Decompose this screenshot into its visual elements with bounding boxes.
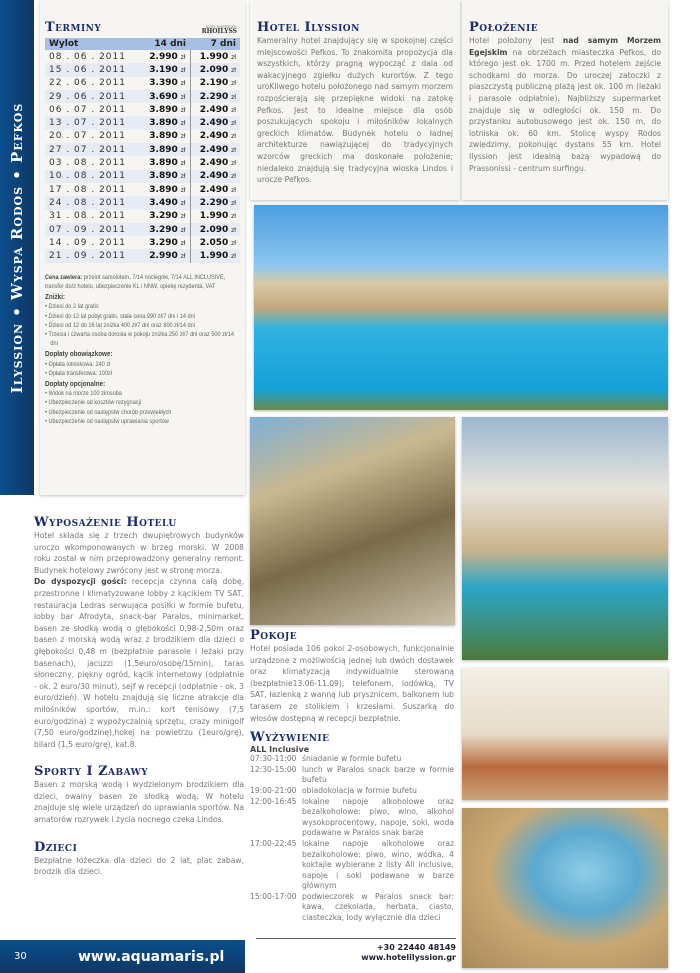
condition-text: Opłata lotniskowa: 240 zł xyxy=(48,360,111,368)
currency: zł xyxy=(180,66,186,74)
departure-date: 29 . 06 . 2011 xyxy=(45,90,140,103)
price-14 xyxy=(140,116,190,129)
hotel-building-photo xyxy=(462,417,668,660)
currency: zł xyxy=(180,80,186,88)
location-title: Położenie xyxy=(469,20,539,35)
sidebar-band xyxy=(0,0,34,495)
table-row xyxy=(45,143,240,156)
table-row xyxy=(45,183,240,196)
meal-time: 07:30-11:00 xyxy=(250,754,297,764)
table-row xyxy=(45,90,240,103)
prices-table xyxy=(45,38,240,263)
price-14 xyxy=(140,249,190,262)
currency: zł xyxy=(231,213,236,221)
rooms-section xyxy=(250,628,454,924)
table-row xyxy=(45,223,240,236)
table-row xyxy=(45,156,240,169)
price-value: 3.290 xyxy=(149,237,178,248)
currency: zł xyxy=(180,226,186,234)
departure-date: 07 . 09 . 2011 xyxy=(45,223,140,236)
price-14 xyxy=(140,130,190,143)
footer-site-link[interactable]: www.aquamaris.pl xyxy=(78,948,225,965)
meal-time: 12:30-15:00 xyxy=(250,764,297,774)
terminy-panel xyxy=(40,0,245,495)
meal-item xyxy=(250,786,454,797)
trip-code-label: KOD IMPREZY: xyxy=(205,24,237,29)
equipment-text-b: recepcja czynna całą dobę, przestronne i klimatyzowane lobby z kącikiem TV SAT, restauracja Ledras serwująca posiłki w formie bufetu, lobby bar Afrodyta, snack-bar Paralos, minimarket, basen ze słodką wodą o głębokości 0,98-2,50m oraz basen z morską wodą wraz z brodzikiem dla dzieci o głębokości 0,48 m (bezpłatnie parasole i leżaki przy basenach), jacuzzi (1,5euro/osobę/15min), taras słoneczny, piękny ogród, kącik internetowy (odpłatnie - ok. 2 euro/30 minut), sejf w recepcji (odpłatnie - ok. 3 euro/dzień). W hotelu znajdują się liczne atrakcje dla miłośników sportów, m.in.: kort tenisowy (7,5 euro/godzina) z wypożyczalnią sprzętu, crazy minigolf (7,50 euro/godzinę),hokej na powietrzu (1euro/grę), bilard (1,5 euro/grę), kat.8. xyxy=(34,577,244,749)
departure-date: 27 . 07 . 2011 xyxy=(45,143,140,156)
currency: zł xyxy=(180,133,186,141)
trip-code xyxy=(202,24,237,34)
condition-item: • Ubezpieczenie od kosztów rezygnacji xyxy=(45,399,142,407)
price-value: 2.490 xyxy=(199,144,229,155)
currency: zł xyxy=(180,199,186,207)
currency: zł xyxy=(180,213,186,221)
condition-text: Dzieci od 12 do 16 lat zniżka 400 zł/7 dni oraz 800 zł/14 dni xyxy=(48,321,195,329)
departure-date: 31 . 08 . 2011 xyxy=(49,211,126,222)
price-value: 2.290 xyxy=(199,91,229,102)
meal-item xyxy=(250,765,454,786)
currency: zł xyxy=(231,199,236,207)
price-value: 1.990 xyxy=(199,251,229,262)
price-value: 3.890 xyxy=(149,144,178,155)
condition-text: Trzecia i czwarta osoba dorosła w pokoju zniżka 250 zł/7 dni oraz 500 zł/14 dni xyxy=(48,330,234,348)
meal-time: 17:00-22:45 xyxy=(250,838,297,848)
meal-item xyxy=(250,839,454,892)
departure-date: 06 . 07 . 2011 xyxy=(49,104,126,115)
price-14 xyxy=(140,63,190,76)
condition-item: • Widok na morze 100 zł/osoba xyxy=(45,390,122,398)
price-value: 2.490 xyxy=(199,118,229,129)
price-7 xyxy=(190,183,240,196)
sports-text: Basen z morską wodą i wydzielonym brodzikiem dla dzieci, owalny basen ze słodką wodą. W hotelu znajduje się wiele urządzeń do uprawiania sportów. Na amatorów rozrywek i życia nocnego czeka Lindos. xyxy=(34,780,244,825)
price-14 xyxy=(140,196,190,209)
meal-item xyxy=(250,754,454,765)
price-value: 3.290 xyxy=(149,224,178,235)
price-value: 3.890 xyxy=(149,184,178,195)
room-photo xyxy=(462,668,668,800)
price-value: 1.990 xyxy=(199,51,229,62)
sidebar-title: Ilyssion • Wyspa Rodos • Pefkos xyxy=(8,102,26,393)
price-7 xyxy=(190,143,240,156)
price-14 xyxy=(140,50,190,63)
mandatory-title: Dopłaty obowiązkowe: xyxy=(45,351,113,359)
currency: zł xyxy=(180,93,186,101)
kids-title: Dzieci xyxy=(34,839,78,855)
price-7 xyxy=(190,196,240,209)
table-row xyxy=(45,196,240,209)
departure-date: 21 . 09 . 2011 xyxy=(45,249,140,262)
departure-date: 08 . 06 . 2011 xyxy=(49,51,126,62)
currency: zł xyxy=(180,239,186,247)
departure-date: 14 . 09 . 2011 xyxy=(49,237,126,248)
food-subtitle: ALL Inclusive xyxy=(250,745,310,755)
hotel-contact xyxy=(256,938,456,963)
price-value: 3.290 xyxy=(149,211,178,222)
rooms-text: Hotel posiada 106 pokoi 2-osobowych, funkcjonalnie urządzone z możliwością jednej lub dwóch dostawek oraz klimatyzacją indywidualnie sterowaną (bezpłatnie13.06-11.09), telefonem, lodówką, TV SAT, łazienką z wanną lub prysznicem, balkonem lub tarasem ze stolikiem i krzesłami. Suszarką do włosów dostępną w recepcji bezpłatnie. xyxy=(250,644,454,723)
price-14 xyxy=(140,223,190,236)
price-value: 2.090 xyxy=(199,224,229,235)
condition-text: Dzieci do 12 lat pobyt gratis, stała cena 990 zł/7 dni i 14 dni xyxy=(48,312,195,320)
condition-item: • Dzieci od 12 do 16 lat zniżka 400 zł/7 dni oraz 800 zł/14 dni xyxy=(45,321,195,329)
meal-desc: lunch w Paralos snack barze w formie bufetu xyxy=(302,764,454,785)
meal-desc: śniadanie w formie bufetu xyxy=(302,754,402,764)
condition-text: Ubezpieczenie od następstw chorób przewlekłych xyxy=(48,408,172,416)
currency: zł xyxy=(180,160,186,168)
price-label: Cena zawiera: xyxy=(45,273,83,281)
price-14 xyxy=(140,143,190,156)
price-value: 2.490 xyxy=(199,158,229,169)
meal-time: 19:00-21:00 xyxy=(250,785,297,795)
price-value: 2.990 xyxy=(149,251,178,262)
currency: zł xyxy=(231,53,236,61)
table-row xyxy=(45,116,240,129)
price-7 xyxy=(190,63,240,76)
page-number: 30 xyxy=(14,951,27,962)
terrace-photo xyxy=(250,417,455,625)
conditions xyxy=(45,273,240,426)
currency: zł xyxy=(180,106,186,114)
location-panel xyxy=(462,0,668,200)
currency: zł xyxy=(231,133,236,141)
price-value: 3.890 xyxy=(149,118,178,129)
hotel-phone: +30 22440 48149 xyxy=(376,943,456,952)
condition-text: Opłata transferowa: 100zł xyxy=(48,369,112,377)
meal-time: 15:00-17:00 xyxy=(250,891,297,901)
departure-date: 03 . 08 . 2011 xyxy=(49,158,126,169)
optional-title: Dopłaty opcjonalne: xyxy=(45,380,106,388)
meal-time: 12:00-16:45 xyxy=(250,796,297,806)
price-value: 3.690 xyxy=(149,91,178,102)
col-header: Wylot xyxy=(45,38,140,50)
table-row xyxy=(45,130,240,143)
price-7 xyxy=(190,90,240,103)
condition-item: • Opłata lotniskowa: 240 zł xyxy=(45,360,111,368)
price-value: 2.490 xyxy=(199,171,229,182)
condition-item: • Dzieci do 12 lat pobyt gratis, stała cena 990 zł/7 dni i 14 dni xyxy=(45,312,195,320)
price-14 xyxy=(140,103,190,116)
currency: zł xyxy=(231,186,236,194)
sports-title: Sporty I Zabawy xyxy=(34,764,149,780)
condition-item: • Ubezpieczenie od następstw uprawiania sportów xyxy=(45,417,169,425)
currency: zł xyxy=(231,160,236,168)
currency: zł xyxy=(231,120,236,128)
footer-bar xyxy=(0,940,245,973)
price-value: 3.890 xyxy=(149,104,178,115)
hotel-site-link[interactable]: www.hotelilyssion.gr xyxy=(361,953,456,962)
price-value: 3.890 xyxy=(149,158,178,169)
price-value: 3.490 xyxy=(149,197,178,208)
condition-text: Dzieci do 2 lat gratis xyxy=(48,303,99,311)
condition-item: • Trzecia i czwarta osoba dorosła w pokoju zniżka 250 zł/7 dni oraz 500 zł/14 dni xyxy=(45,330,234,348)
col-header: 14 dni xyxy=(140,38,190,50)
price-7 xyxy=(190,223,240,236)
hotel-panel xyxy=(250,0,460,200)
currency: zł xyxy=(231,80,236,88)
meal-desc: lokalne napoje alkoholowe oraz bezalkoholowe: piwo, wino, alkohol wysokoprocentowy, napoje, soki, woda podawane w Paralos snak barze xyxy=(302,796,454,838)
departure-date: 13 . 07 . 2011 xyxy=(45,116,140,129)
table-row xyxy=(45,210,240,223)
equipment-bold: Do dyspozycji gości: xyxy=(34,577,127,587)
table-row xyxy=(45,103,240,116)
price-7 xyxy=(190,249,240,262)
currency: zł xyxy=(231,173,236,181)
col-header: 7 dni xyxy=(190,38,240,50)
meal-item xyxy=(250,892,454,924)
meal-item xyxy=(250,797,454,839)
currency: zł xyxy=(180,146,186,154)
equipment-text: Hotel składa się z trzech dwupiętrowych budynków uroczo wkomponowanych w brzeg morski. W 2008 roku został w nim przeprowadzony generalny remont. Budynek hotelowy zwrócony jest w stronę morza. xyxy=(34,531,244,575)
price-7 xyxy=(190,156,240,169)
table-row xyxy=(45,249,240,262)
price-7 xyxy=(190,77,240,90)
hotel-title: Hotel Ilyssion xyxy=(257,20,360,35)
price-value: 3.890 xyxy=(149,171,178,182)
condition-item: • Opłata transferowa: 100zł xyxy=(45,369,112,377)
table-row xyxy=(45,170,240,183)
price-7 xyxy=(190,50,240,63)
price-value: 3.190 xyxy=(149,64,178,75)
price-value: 2.490 xyxy=(199,184,229,195)
currency: zł xyxy=(231,226,236,234)
terminy-title: Terminy xyxy=(45,20,102,35)
condition-text: Widok na morze 100 zł/osoba xyxy=(48,390,122,398)
price-14 xyxy=(140,210,190,223)
price-7 xyxy=(190,116,240,129)
price-7 xyxy=(190,210,240,223)
price-14 xyxy=(140,170,190,183)
currency: zł xyxy=(180,173,186,181)
currency: zł xyxy=(231,239,236,247)
hotel-text: Kameralny hotel znajdujący się w spokojnej części miejscowości Pefkos. To znakomita propozycja dla wszystkich, którzy pragną wypocząć z dala od wakacyjnego zgiełku dużych kurortów. Z tego uroKliwego hotelu położonego nad samym morzem rozpościerają się przepiękne widoki na zatokę Pefkos. Jest to idealne miejsce dla osób poszukujących spokoju i miłośników lokalnych greckich klimatów. Budynek hotelu o ładnej architekturze nawiązującej do tradycyjnych wzorców greckich ma doskonałe położenie; niedaleko znajdują się tradycyjna wioska Lindos i urocze Pefkos. xyxy=(257,36,453,185)
condition-text: Ubezpieczenie od kosztów rezygnacji xyxy=(48,399,142,407)
currency: zł xyxy=(180,53,186,61)
arches-photo xyxy=(462,808,668,968)
price-value: 2.050 xyxy=(199,237,229,248)
location-text xyxy=(469,35,661,174)
table-row xyxy=(45,77,240,90)
departure-date: 22 . 06 . 2011 xyxy=(49,78,126,89)
price-14 xyxy=(140,236,190,249)
meal-desc: podwieczorek w Paralos snack bar: kawa, czekolada, herbata, ciasto, ciasteczka, lody wyłącznie dla dzieci xyxy=(302,891,454,923)
price-7 xyxy=(190,170,240,183)
price-text: przelot samolotem, 7/14 noclegów, 7/14 ALL INCLUSIVE, transfer do/z hotelu, ubezpieczenie KL i NNW, opiekę rezydenta, VAT xyxy=(45,273,226,290)
price-7 xyxy=(190,103,240,116)
price-value: 2.290 xyxy=(199,197,229,208)
departure-date: 10 . 08 . 2011 xyxy=(45,170,140,183)
table-row xyxy=(45,63,240,76)
equipment-title: Wyposażenie Hotelu xyxy=(34,515,177,530)
location-text-a: Hotel położony jest xyxy=(469,36,563,45)
price-14 xyxy=(140,183,190,196)
price-14 xyxy=(140,90,190,103)
kids-text: Bezpłatne łóżeczka dla dzieci do 2 lat, plac zabaw, brodzik dla dzieci. xyxy=(34,855,244,877)
price-7 xyxy=(190,236,240,249)
currency: zł xyxy=(231,66,236,74)
departure-date: 17 . 08 . 2011 xyxy=(49,184,126,195)
currency: zł xyxy=(231,106,236,114)
price-value: 2.990 xyxy=(149,51,178,62)
table-row xyxy=(45,50,240,63)
departure-date: 24 . 08 . 2011 xyxy=(45,196,140,209)
rooms-title: Pokoje xyxy=(250,628,298,643)
price-value: 3.390 xyxy=(149,78,178,89)
location-bold: nad samym Morzem Egejskim xyxy=(469,36,661,57)
price-value: 2.490 xyxy=(199,104,229,115)
price-7 xyxy=(190,130,240,143)
table-row xyxy=(45,236,240,249)
price-14 xyxy=(140,77,190,90)
departure-date: 20 . 07 . 2011 xyxy=(49,131,126,142)
equipment-text-2 xyxy=(34,576,244,750)
food-title: Wyżywienie xyxy=(250,730,330,746)
price-value: 3.890 xyxy=(149,131,178,142)
price-value: 2.090 xyxy=(199,64,229,75)
meal-desc: lokalne napoje alkoholowe oraz bezalkoholowe: piwo, wino, wódka, 4 koktajle wybierane z listy All inclusive, napoje i soki podawane w barze głównym xyxy=(302,838,454,891)
price-value: 2.190 xyxy=(199,78,229,89)
condition-text: Ubezpieczenie od następstw uprawiania sportów xyxy=(48,417,169,425)
condition-item: • Ubezpieczenie od następstw chorób przewlekłych xyxy=(45,408,172,416)
currency: zł xyxy=(231,253,236,261)
discounts-title: Zniżki: xyxy=(45,294,65,302)
price-14 xyxy=(140,156,190,169)
departure-date: 15 . 06 . 2011 xyxy=(45,63,140,76)
pool-photo xyxy=(254,205,668,410)
currency: zł xyxy=(231,146,236,154)
price-value: 2.490 xyxy=(199,131,229,142)
currency: zł xyxy=(180,120,186,128)
meal-desc: obiadokolacja w formie bufetu xyxy=(302,785,417,795)
price-value: 1.990 xyxy=(199,211,229,222)
equipment-section xyxy=(34,515,244,878)
location-text-b: na obrzeżach miasteczka Pefkos, do którego jest ok. 1700 m. Przed hotelem zejście schodkami do morza. Do uroczej zatoczki z piaszczystą publiczną plażą jest ok. 100 m (leżaki i parasole odpłatnie). Najbliższy supermarket znajduje się w odległości ok. 150 m. Do przystanku autobusowego jest ok. 150 m, do lotniska ok. 60 km. Stolicę wyspy Rodos zwiedzimy, pokonując dystans 55 km. Hotel Ilyssion jest idealną bazą wypadową do Prassonissi - centrum surfingu. xyxy=(469,47,661,173)
currency: zł xyxy=(231,93,236,101)
condition-item: • Dzieci do 2 lat gratis xyxy=(45,303,99,311)
currency: zł xyxy=(180,186,186,194)
currency: zł xyxy=(180,253,186,261)
trip-code-value: RHOILYSS xyxy=(201,28,237,35)
